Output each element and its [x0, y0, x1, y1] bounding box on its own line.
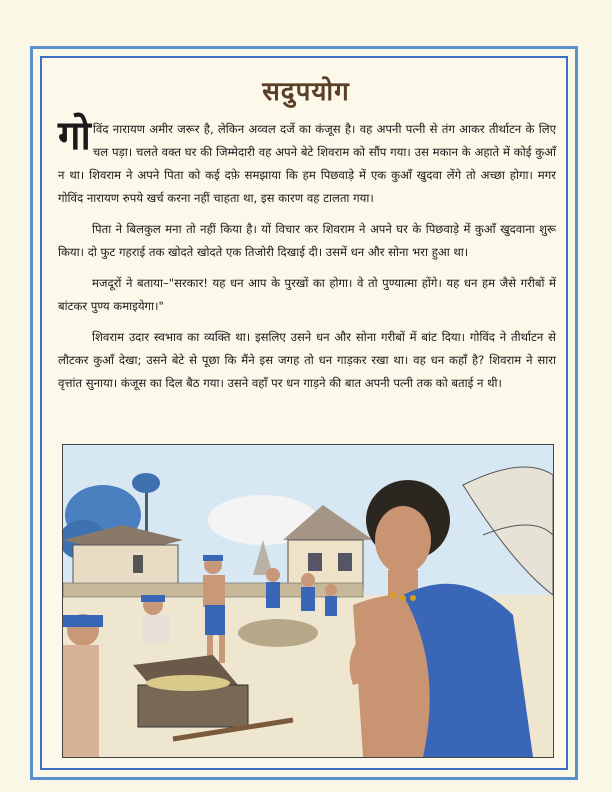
- paragraph-2: पिता ने बिलकुल मना तो नहीं किया है। यों विचार कर शिवराम ने अपने घर के पिछवाड़े में कुआँ खुदवाना शुरू किया। दो फुट गहराई तक खोदते खोदते एक तिजोरी दिखाई दी। उसमें धन और सोना भरा हुआ था।: [58, 222, 556, 259]
- dirt-pile: [238, 619, 318, 647]
- paragraph-3: मजदूरों ने बताया–"सरकार! यह धन आप के पुरखों का होगा। वे तो पुण्यात्मा होंगे। यह धन हम जैसे गरीबों में बांटकर पुण्य कमाइयेगा।": [58, 276, 556, 313]
- story-illustration: [62, 444, 554, 758]
- story-body: [58, 112, 556, 403]
- paragraph-1-text: विंद नारायण अमीर जरूर है, लेकिन अव्वल दर्जे का कंजूस है। वह अपनी पत्नी से तंग आकर तीर्थाटन के लिए चल पड़ा। चलते वक्त घर की जिम्मेदारी वह अपने बेटे शिवराम को सौंप गया। उस मकान के अहाते में कोई कुआँ न था। शिवराम ने अपने पिता को कई दफ़े समझाया कि हम पिछवाड़े में एक कुआँ खुदवा लेंगे तो अच्छा होगा। मगर गोविंद नारायण रुपये खर्च करना नहीं चाहता था, इस कारण वह टालता गया।: [58, 122, 556, 205]
- worker-foreground-left: [63, 614, 103, 757]
- story-title: सदुपयोग: [262, 77, 350, 107]
- illustration-drawing: [63, 445, 553, 757]
- drop-cap: गो: [58, 112, 91, 159]
- paragraph-1: [58, 112, 556, 210]
- paragraph-4: शिवराम उदार स्वभाव का व्यक्ति था। इसलिए उसने धन और सोना गरीबों में बांट दिया। गोविंद ने तीर्थाटन से लौटकर कुआँ देखा; उसने बेटे से पूछा कि मैंने इस जगह तो धन गाड़कर रखा था। वह धन कहाँ है? शिवराम ने सारा वृत्तांत सुनाया। कंजूस का दिल बैठ गया। उसने वहाँ पर धन गाड़ने की बात अपनी पत्नी तक को बताई न थी।: [58, 330, 556, 390]
